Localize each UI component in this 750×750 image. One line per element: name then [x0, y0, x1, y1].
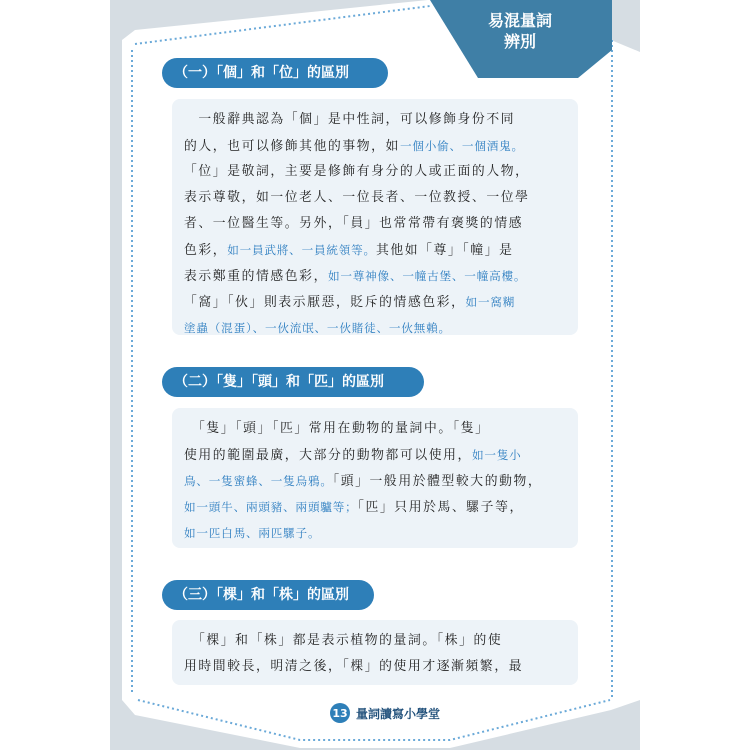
body-line: [184, 263, 578, 289]
section-heading-1: （一）「個」和「位」的區別: [162, 58, 388, 88]
example-text: 如一尊神像、一幢古堡、一幢高樓。: [327, 269, 527, 283]
section-text-3: [172, 620, 578, 685]
body-text: 一般辭典認為「個」是中性詞，可以修飾身份不同: [184, 112, 516, 127]
example-text: 一個小偷、一個酒鬼。: [399, 139, 524, 153]
page-footer: [330, 703, 440, 723]
book-title: 量詞讀寫小學堂: [356, 706, 441, 721]
body-line: [184, 520, 578, 546]
example-text: 塗蟲（混蛋）、一伙流氓、一伙賭徒、一伙無賴。: [184, 321, 451, 335]
body-line: [184, 315, 578, 341]
example-text: 如一頭牛、兩頭豬、兩頭驢等；: [184, 500, 358, 514]
body-text: 的人，也可以修飾其他的事物，如: [184, 139, 400, 154]
body-text: 用時間較長，明清之後，「棵」的使用才逐漸頻繁，最: [184, 659, 524, 674]
body-text: 表示鄭重的情感色彩，: [184, 269, 328, 284]
body-line: [184, 628, 578, 654]
body-line: [184, 468, 578, 494]
example-text: 如一窩糊: [465, 295, 516, 309]
section-text-2: [172, 408, 578, 548]
body-line: [184, 289, 578, 315]
section-heading-2: （二）「隻」「頭」和「匹」的區別: [162, 367, 424, 397]
body-line: [184, 159, 578, 185]
body-line: [184, 185, 578, 211]
body-text: 「匹」只用於馬、騾子等，: [357, 500, 524, 515]
body-text: 使用的範圍最廣，大部分的動物都可以使用，: [184, 448, 472, 463]
body-line: [184, 654, 578, 680]
body-text: 表示尊敬，如一位老人、一位長者、一位教授、一位學: [184, 190, 530, 205]
body-line: [184, 416, 578, 442]
body-text: 「位」是敬詞，主要是修飾有身分的人或正面的人物，: [184, 164, 530, 179]
body-line: [184, 107, 578, 133]
section-text-1: [172, 99, 578, 335]
page-number: 13: [330, 703, 350, 723]
body-line: [184, 133, 578, 159]
body-text: 其他如「尊」「幢」是: [375, 243, 514, 258]
body-text: 「窩」「伙」則表示厭惡，貶斥的情感色彩，: [184, 295, 466, 310]
body-line: [184, 211, 578, 237]
chapter-tab: [452, 0, 588, 62]
body-line: [184, 494, 578, 520]
chapter-tab-line1: 易混量詞: [487, 11, 552, 30]
body-line: [184, 442, 578, 468]
example-text: 如一隻小: [471, 448, 522, 462]
body-text: 「棵」和「株」都是表示植物的量詞。「株」的使: [184, 633, 503, 648]
body-line: [184, 237, 578, 263]
example-text: 鳥、一隻蜜蜂、一隻烏鴉。: [184, 474, 333, 488]
body-text: 者、一位醫生等。另外，「員」也常常帶有褒獎的情感: [184, 216, 524, 231]
example-text: 如一員武將、一員統領等。: [227, 243, 376, 257]
body-text: 「頭」一般用於體型較大的動物，: [332, 474, 543, 489]
body-text: 「隻」「頭」「匹」常用在動物的量詞中。「隻」: [184, 421, 490, 436]
section-heading-3: （三）「棵」和「株」的區別: [162, 580, 374, 610]
example-text: 如一匹白馬、兩匹騾子。: [184, 526, 321, 540]
chapter-tab-line2: 辨別: [503, 32, 536, 51]
body-text: 色彩，: [184, 243, 228, 258]
